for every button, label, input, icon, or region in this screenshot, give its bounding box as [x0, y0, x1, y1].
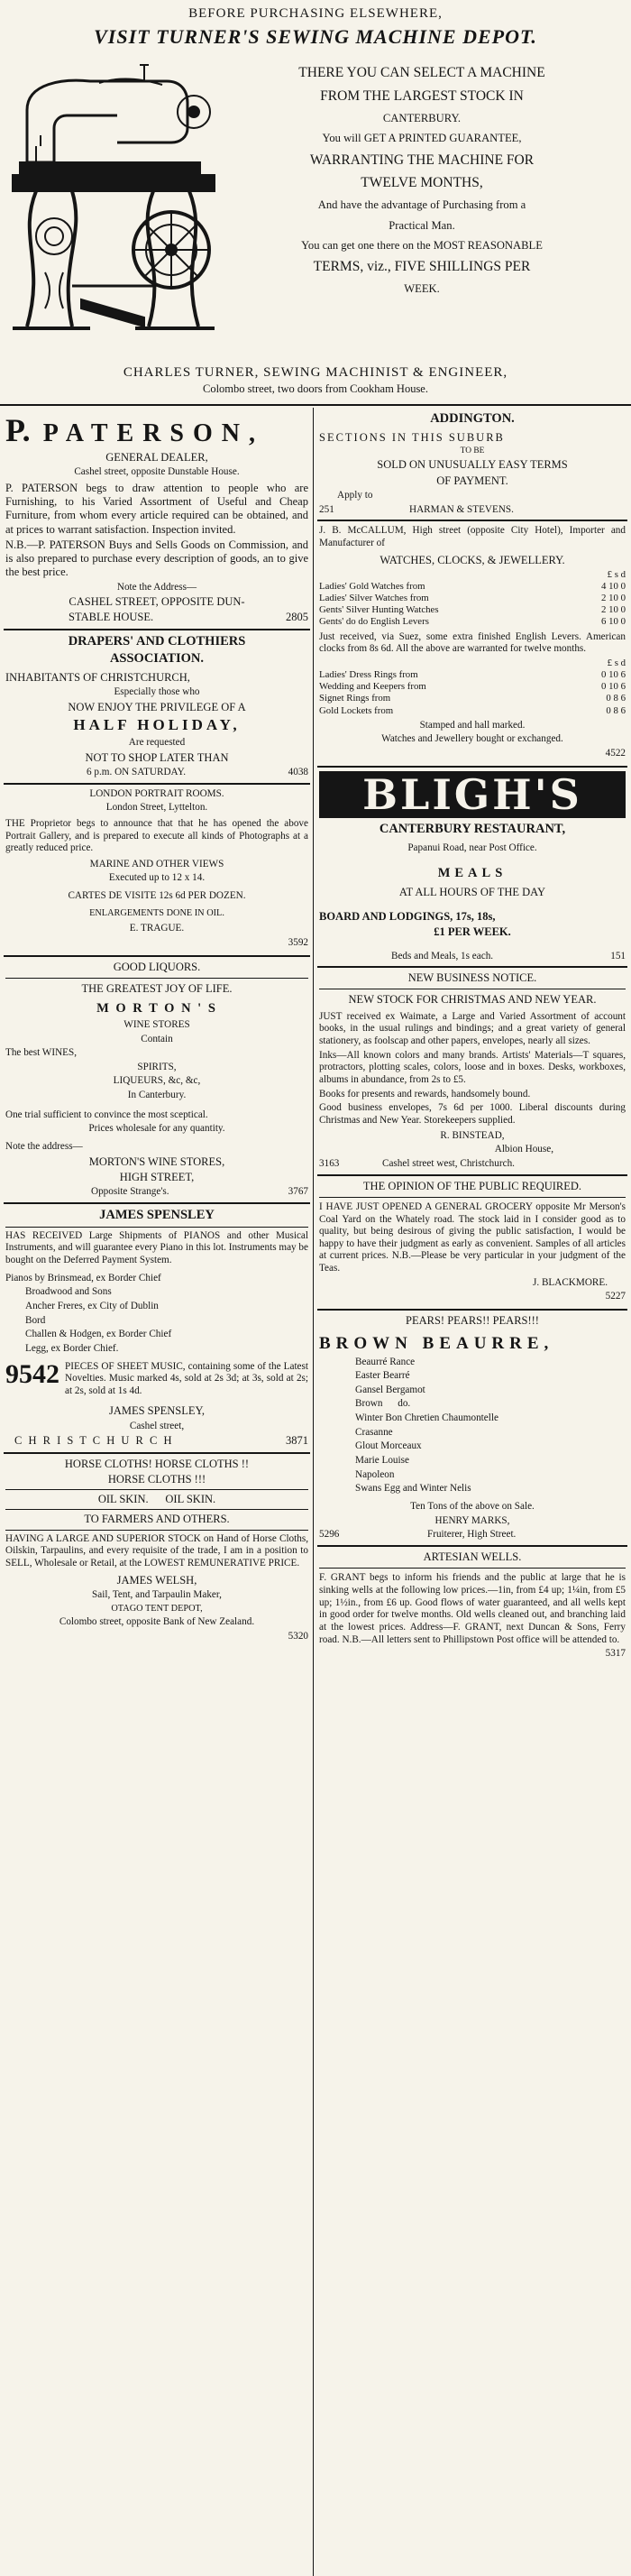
price-value: 2 10 0	[601, 604, 626, 616]
price-item: Gents' do do English Levers	[319, 616, 429, 628]
price-value: 0 8 6	[606, 704, 626, 716]
liquors-contain: Contain	[141, 1033, 173, 1044]
blackmore-name: J. BLACKMORE.	[533, 1276, 608, 1288]
liquors-trial: One trial sufficient to convince the most sceptical.	[5, 1109, 208, 1120]
binstead-title: NEW BUSINESS NOTICE.	[407, 971, 537, 985]
drapers-line-3: Are requested	[128, 736, 186, 748]
portrait-cartes: CARTES DE VISITE 12s 6d PER DOZEN.	[68, 890, 246, 902]
price-row	[319, 705, 626, 717]
price-unit-header: £ s d	[607, 568, 626, 580]
portrait-exec: Executed up to 12 x 14.	[108, 872, 206, 884]
mccallum-exchange: Watches and Jewellery bought or exchanged.	[381, 733, 563, 745]
grant-body: F. GRANT begs to inform his friends and the public at large that he is sinking wells at the following low prices.—1in, from £4 up; 1¼in, from £5 up; 1½in., from £6 up. Good flows of water guaranteed, and all wells kept in good order for twelve months. Old wells cleaned out, and branching laid at the lowest prices. Address—F. GRANT, next Duncan & Sons, Ferry road. N.B.—All letters sent to Phillipstown Post office will be attended to.	[319, 1572, 626, 1645]
addington-sections: SECTIONS IN THIS SUBURB	[319, 430, 505, 444]
turner-foot-2: Colombo street, two doors from Cookham House.	[203, 382, 428, 395]
price-item: Ladies' Dress Rings from	[319, 669, 418, 681]
price-unit-header: £ s d	[607, 657, 626, 668]
spensley-piano-list	[5, 1273, 308, 1356]
price-value: 0 8 6	[606, 693, 626, 704]
pear-variety: Easter Bearré	[355, 1370, 410, 1382]
paterson-number: 2805	[286, 611, 308, 624]
liquors-joy: THE GREATEST JOY OF LIFE.	[81, 981, 233, 995]
divider	[319, 1197, 626, 1198]
bligh-sub: CANTERBURY RESTAURANT,	[379, 821, 566, 836]
bligh-address: Papanui Road, near Post Office.	[407, 842, 537, 854]
bligh-advert	[317, 768, 627, 966]
liquors-wine: WINE STORES	[123, 1018, 190, 1030]
binstead-advert	[317, 968, 627, 1173]
drapers-line-2: NOW ENJOY THE PRIVILEGE OF A	[68, 701, 246, 713]
price-value: 6 10 0	[601, 616, 626, 628]
divider	[5, 1509, 308, 1510]
binstead-body-2: Inks—All known colors and many brands. Artists' Materials—T squares, protractors, plotting scales, colors, loose and in boxes. Desks, workboxes, albums in abundance, from 2s to £5.	[319, 1049, 626, 1085]
bligh-per-week: £1 PER WEEK.	[434, 925, 511, 939]
spensley-number: 3871	[286, 1434, 308, 1448]
mccallum-heading: WATCHES, CLOCKS, & JEWELLERY.	[380, 553, 565, 566]
addington-sold: SOLD ON UNUSUALLY EASY TERMS	[377, 458, 568, 472]
liquors-liqueurs: LIQUEURS, &c, &c,	[113, 1075, 201, 1087]
divider	[5, 1227, 308, 1228]
bligh-hours: AT ALL HOURS OF THE DAY	[398, 885, 546, 898]
price-row	[319, 616, 626, 628]
mccallum-ring-prices	[319, 658, 626, 717]
price-row	[319, 593, 626, 604]
addington-title: ADDINGTON.	[430, 411, 515, 426]
spensley-piano: Ancher Freres, ex City of Dublin	[25, 1300, 159, 1311]
price-value: 0 10 6	[601, 669, 626, 681]
blackmore-title: THE OPINION OF THE PUBLIC REQUIRED.	[362, 1179, 582, 1192]
price-row	[319, 581, 626, 593]
mccallum-advert	[317, 521, 627, 766]
divider	[5, 1489, 308, 1490]
divider	[5, 978, 308, 979]
drapers-number: 4038	[288, 766, 308, 777]
mccallum-mid: Just received, via Suez, some extra finished English Levers. American clocks from 8s 6d. All the above are warranted for twelve months.	[319, 630, 626, 655]
liquors-note: Note the address—	[5, 1141, 83, 1153]
turner-line: THERE YOU CAN SELECT A MACHINE	[298, 65, 545, 80]
turner-line: Practical Man.	[389, 218, 455, 232]
liquors-prices: Prices wholesale for any quantity.	[88, 1123, 225, 1135]
drapers-line-4: NOT TO SHOP LATER THAN	[85, 750, 229, 764]
pear-variety: Brown do.	[355, 1398, 411, 1410]
mccallum-number: 4522	[605, 748, 626, 759]
turner-line: WARRANTING THE MACHINE FOR	[309, 152, 535, 168]
mccallum-stamped: Stamped and hall marked.	[419, 719, 526, 731]
price-item: Signet Rings from	[319, 693, 391, 704]
spensley-piano: Legg, ex Border Chief.	[25, 1342, 119, 1354]
drapers-half-holiday: HALF HOLIDAY,	[73, 716, 241, 734]
bligh-board: BOARD AND LODGINGS, 17s, 18s,	[319, 910, 496, 924]
grant-title: ARTESIAN WELLS.	[423, 1550, 522, 1564]
blackmore-advert	[317, 1176, 627, 1310]
spensley-piano: Challen & Hodgen, ex Border Chief	[25, 1329, 172, 1340]
marks-pear-list	[319, 1357, 626, 1496]
binstead-sub: NEW STOCK FOR CHRISTMAS AND NEW YEAR.	[348, 993, 597, 1007]
sewing-machine-illustration	[9, 56, 218, 341]
turner-line: FROM THE LARGEST STOCK IN	[320, 87, 524, 104]
divider	[5, 1530, 308, 1531]
liquors-addr-2: HIGH STREET,	[119, 1171, 195, 1183]
portrait-marine: MARINE AND OTHER VIEWS	[89, 858, 224, 869]
marks-title: PEARS! PEARS!! PEARS!!!	[406, 1314, 539, 1328]
turner-advert	[0, 0, 631, 402]
spensley-name: JAMES SPENSLEY,	[108, 1404, 206, 1418]
drapers-title-2: ASSOCIATION.	[109, 651, 205, 667]
paterson-title: GENERAL DEALER,	[105, 450, 208, 464]
price-row	[319, 604, 626, 616]
welsh-trade: Sail, Tent, and Tarpaulin Maker,	[92, 1588, 222, 1600]
blackmore-number: 5227	[605, 1291, 626, 1302]
divider	[319, 1568, 626, 1569]
turner-body	[216, 65, 627, 303]
grant-advert	[317, 1547, 627, 1666]
left-column	[4, 408, 310, 2576]
bligh-number: 151	[610, 950, 626, 961]
welsh-to: TO FARMERS AND OTHERS.	[84, 1513, 230, 1526]
column-divider	[313, 408, 314, 2576]
grant-number: 5317	[605, 1648, 626, 1660]
marks-advert	[317, 1311, 627, 1545]
addington-of: OF PAYMENT.	[436, 474, 508, 487]
drapers-line-5: 6 p.m. ON SATURDAY.	[87, 766, 187, 777]
drapers-title-1: DRAPERS' AND CLOTHIERS	[68, 633, 246, 649]
price-value: 0 10 6	[601, 681, 626, 693]
portrait-name: E. TRAGUE.	[129, 923, 185, 934]
marks-address: Fruiterer, High Street.	[427, 1529, 517, 1541]
paterson-nb: N.B.—P. PATERSON Buys and Sells Goods on Commission, and is also prepared to purchase every description of goods, an to give the best price.	[5, 538, 308, 579]
addington-agents: HARMAN & STEVENS.	[409, 503, 514, 515]
turner-foot-1: CHARLES TURNER, SEWING MACHINIST & ENGINEER,	[123, 365, 508, 380]
paterson-initial: P.	[5, 412, 31, 448]
liquors-best: The best WINES,	[5, 1047, 78, 1059]
binstead-address: Cashel street west, Christchurch.	[382, 1157, 515, 1169]
price-row	[319, 669, 626, 681]
turner-line: And have the advantage of Purchasing from a	[317, 198, 526, 212]
paterson-advert	[4, 408, 310, 629]
spensley-advert	[4, 1204, 310, 1452]
turner-head-2: VISIT TURNER'S SEWING MACHINE DEPOT.	[94, 25, 537, 48]
bligh-meals: MEALS	[437, 866, 508, 881]
mccallum-body: J. B. McCALLUM, High street (opposite City Hotel), Importer and Manufacturer of	[319, 525, 626, 548]
paterson-body: P. PATERSON begs to draw attention to people who are Furnishing, to his Varied Assortment of Useful and Cheap Furniture, from whom every article required can be obtained, and at prices to warrant satisfaction. Inspection invited.	[5, 481, 308, 536]
top-divider	[0, 404, 631, 406]
blackmore-body: I HAVE JUST OPENED A GENERAL GROCERY opposite Mr Merson's Coal Yard on the Whately road. The stock laid in I consider good as to quality, but being desirous of giving the public satisfaction, I would be happy to have their judgment as early as convenient. Samples of all articles at current prices. N.B.—Please be very particular in your judgment of the Teas.	[319, 1201, 626, 1274]
liquors-addr-3: Opposite Strange's.	[91, 1186, 169, 1198]
spensley-title: JAMES SPENSLEY	[99, 1207, 215, 1222]
turner-line: CANTERBURY.	[382, 111, 462, 124]
price-row	[319, 681, 626, 693]
marks-name: HENRY MARKS,	[434, 1514, 510, 1526]
addington-advert	[317, 408, 627, 520]
addington-apply: Apply to	[337, 489, 373, 501]
addington-number: 251	[319, 503, 334, 515]
pear-variety: Gansel Bergamot	[355, 1384, 425, 1395]
price-value: 2 10 0	[601, 593, 626, 604]
welsh-head-1: HORSE CLOTHS! HORSE CLOTHS !!	[64, 1457, 250, 1470]
marks-brown-beaurre: BROWN BEAURRE,	[319, 1334, 554, 1354]
welsh-number: 5320	[288, 1630, 308, 1642]
price-item: Gold Lockets from	[319, 704, 394, 716]
spensley-music-text: PIECES OF SHEET MUSIC, containing some of the Latest Novelties. Music marked 4s, sold at 2s 3d; at 3s, sold at 2s; at 2s, sold at 1s 4d.	[65, 1360, 308, 1396]
price-row	[319, 693, 626, 704]
turner-line: You can get one there on the MOST REASONABLE	[301, 239, 543, 253]
pear-variety: Marie Louise	[355, 1455, 409, 1467]
welsh-address: Colombo street, opposite Bank of New Zealand.	[59, 1616, 255, 1628]
binstead-body-1: JUST received ex Waimate, a Large and Varied Assortment of account books, in the usual rulings and bindings; and a great variety of general stationery, as foolscap and other papers, envelopes, nearly all sizes.	[319, 1010, 626, 1047]
right-column	[317, 408, 627, 2576]
welsh-oilskin: OIL SKIN. OIL SKIN.	[97, 1493, 216, 1506]
drapers-intro: INHABITANTS OF CHRISTCHURCH,	[5, 671, 190, 685]
price-item: Wedding and Keepers from	[319, 681, 426, 693]
portrait-advert	[4, 785, 310, 955]
marks-tons: Ten Tons of the above on Sale.	[410, 1501, 535, 1513]
addington-tobe: TO BE	[460, 446, 485, 455]
liquors-advert	[4, 957, 310, 1202]
spensley-city: C H R I S T C H U R C H	[14, 1434, 174, 1448]
turner-head-1: BEFORE PURCHASING ELSEWHERE,	[188, 6, 443, 21]
portrait-body: THE Proprietor begs to announce that that he has opened the above Portrait Gallery, and is prepared to execute all kinds of Photographs at a greatly reduced price.	[5, 817, 308, 854]
price-item: Gents' Silver Hunting Watches	[319, 604, 439, 616]
bligh-title: BLIGH'S	[319, 771, 626, 818]
drapers-line-1: Especially those who	[114, 686, 200, 698]
portrait-title: LONDON PORTRAIT ROOMS.	[89, 787, 224, 799]
pear-variety: Crasanne	[355, 1426, 393, 1438]
liquors-mortons: M O R T O N ' S	[96, 1001, 217, 1017]
paterson-note: Note the Address—	[116, 581, 197, 593]
drapers-advert	[4, 630, 310, 783]
mccallum-watch-prices	[319, 569, 626, 629]
turner-line: TWELVE MONTHS,	[361, 175, 483, 191]
paterson-name: PATERSON,	[42, 419, 264, 447]
spensley-address: Cashel street,	[129, 1420, 185, 1431]
paterson-street-1: CASHEL STREET, OPPOSITE DUN-	[69, 595, 245, 609]
turner-line: WEEK.	[404, 282, 440, 296]
turner-line: TERMS, viz., FIVE SHILLINGS PER	[313, 259, 531, 275]
price-value: 4 10 0	[601, 580, 626, 592]
pear-variety: Beaurré Rance	[355, 1356, 416, 1367]
spensley-piano: Pianos by Brinsmead, ex Border Chief	[5, 1272, 161, 1283]
welsh-name: JAMES WELSH,	[116, 1573, 197, 1587]
spensley-piano: Broadwood and Sons	[25, 1286, 112, 1298]
liquors-spirits: SPIRITS,	[137, 1061, 177, 1072]
paterson-street-2: STABLE HOUSE.	[69, 611, 154, 624]
binstead-body-3: Books for presents and rewards, handsomely bound.	[319, 1088, 531, 1099]
marks-number: 5296	[319, 1529, 340, 1541]
binstead-body-4: Good business envelopes, 7s 6d per 1000. Liberal discounts during Christmas and New Year. Storekeepers supplied.	[319, 1102, 626, 1126]
turner-line: You will GET A PRINTED GUARANTEE,	[322, 132, 522, 145]
liquors-title: GOOD LIQUORS.	[113, 960, 201, 973]
pear-variety: Napoleon	[355, 1468, 395, 1480]
binstead-name: R. BINSTEAD,	[440, 1129, 505, 1141]
pear-variety: Winter Bon Chretien Chaumontelle	[355, 1412, 498, 1424]
welsh-advert	[4, 1454, 310, 1649]
pear-variety: Glout Morceaux	[355, 1440, 422, 1452]
pear-variety: Swans Egg and Winter Nelis	[355, 1483, 471, 1495]
welsh-head-2: HORSE CLOTHS !!!	[107, 1472, 206, 1486]
liquors-addr-1: MORTON'S WINE STORES,	[88, 1155, 225, 1168]
welsh-depot: OTAGO TENT DEPOT,	[111, 1603, 203, 1614]
welsh-body: HAVING A LARGE AND SUPERIOR STOCK on Hand of Horse Cloths, Oilskin, Tarpaulins, and every requisite of the trade, I am in a position to SELL, Wholesale or Retail, at the LOWEST REMUNERATIVE PRICE.	[5, 1532, 308, 1569]
spensley-body: HAS RECEIVED Large Shipments of PIANOS and other Musical Instruments, and will guarantee every Piano in this lot. Instruments may be bought on the Deferred Payment System.	[5, 1229, 308, 1265]
liquors-in: In Canterbury.	[127, 1090, 187, 1101]
price-item: Ladies' Gold Watches from	[319, 580, 425, 592]
bligh-beds: Beds and Meals, 1s each.	[391, 950, 494, 961]
portrait-enlargements: ENLARGEMENTS DONE IN OIL.	[89, 907, 224, 918]
spensley-piano: Bord	[25, 1314, 46, 1326]
paterson-address: Cashel street, opposite Dunstable House.	[74, 466, 240, 478]
liquors-number: 3767	[288, 1186, 308, 1198]
price-item: Ladies' Silver Watches from	[319, 593, 429, 604]
binstead-number: 3163	[319, 1157, 340, 1169]
portrait-number: 3592	[288, 937, 308, 948]
binstead-house: Albion House,	[494, 1144, 553, 1155]
portrait-address: London Street, Lyttelton.	[105, 802, 208, 814]
spensley-music-count: 9542	[5, 1358, 59, 1389]
